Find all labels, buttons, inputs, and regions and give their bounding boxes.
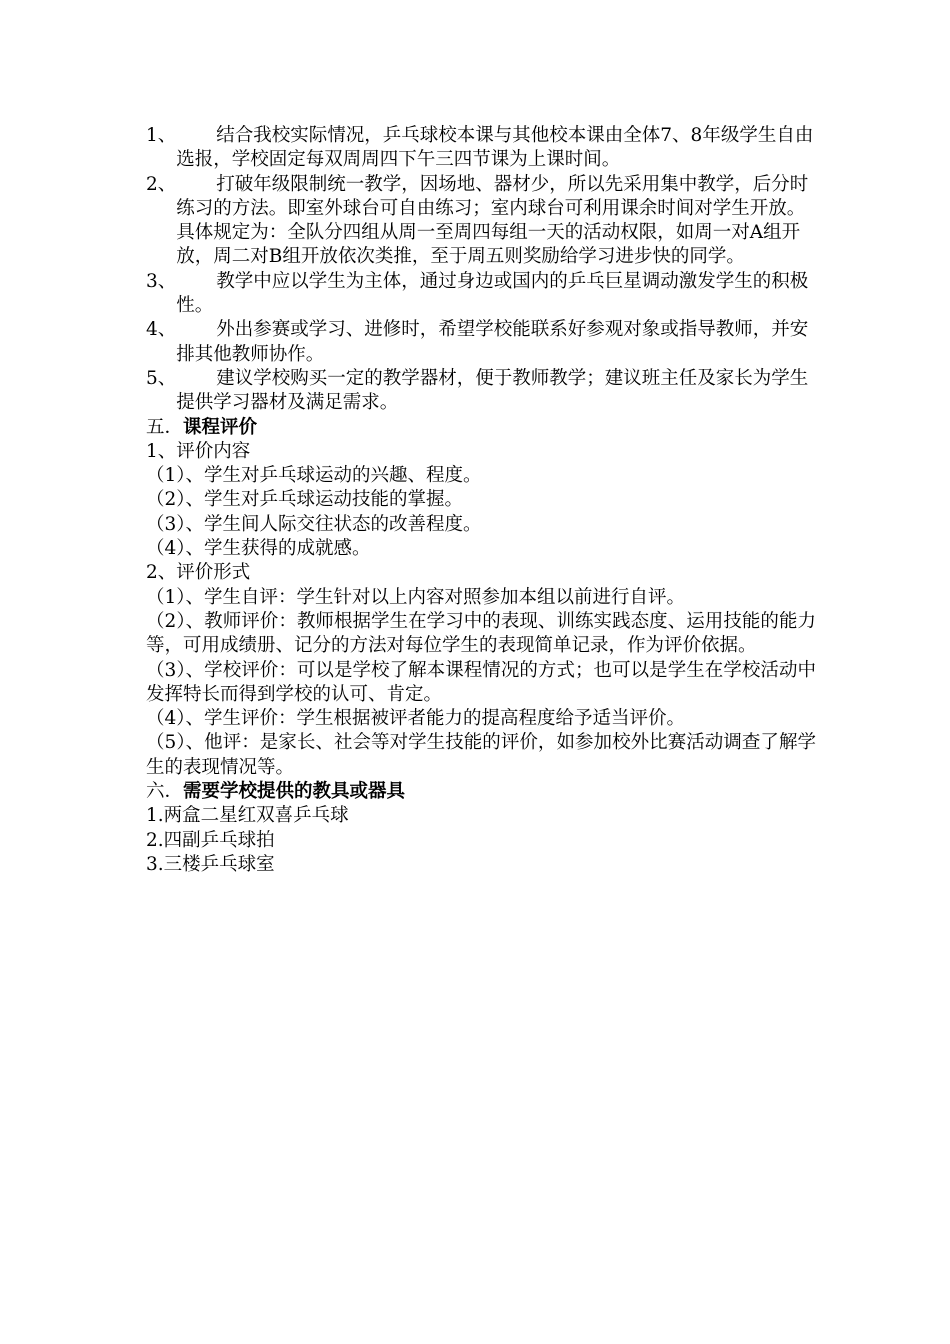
- list-text: 打破年级限制统一教学，因场地、器材少，所以先采用集中教学，后分时练习的方法。即室外球台可自由练习；室内球台可利用课余时间对学生开放。具体规定为：全队分四组从周一至周四每组一天的活动权限，如周一对A组开放，周二对B组开放依次类推，至于周五则奖励给学习进步快的同学。: [176, 173, 809, 268]
- list-item: （2）、学生对乒乓球运动技能的掌握。: [146, 489, 464, 511]
- section-number: 六．: [146, 781, 184, 803]
- list-text: 结合我校实际情况，乒乓球校本课与其他校本课由全体7、8年级学生自由选报，学校固定每双周周四下午三四节课为上课时间。: [176, 125, 814, 171]
- list-number: 4、: [146, 319, 177, 341]
- subsection-heading: 1、评价内容: [146, 440, 251, 462]
- list-text: 建议学校购买一定的教学器材，便于教师教学；建议班主任及家长为学生提供学习器材及满足需求。: [176, 367, 809, 414]
- document-content: [146, 124, 816, 877]
- list-item: （1）、学生自评：学生针对以上内容对照参加本组以前进行自评。: [146, 586, 686, 608]
- list-item: 3.三楼乒乓球室: [146, 853, 275, 875]
- subsection-heading: 2、评价形式: [146, 562, 251, 584]
- list-text: 外出参赛或学习、进修时，希望学校能联系好参观对象或指导教师，并安排其他教师协作。: [176, 319, 809, 365]
- section-heading: [146, 416, 816, 440]
- list-item: [146, 318, 816, 367]
- list-item: （3）、学校评价：可以是学校了解本课程情况的方式；也可以是学生在学校活动中发挥特长而得到学校的认可、肯定。: [146, 659, 816, 705]
- list-item: 1.两盒二星红双喜乒乓球: [146, 805, 349, 827]
- list-number: 5、: [146, 367, 177, 389]
- list-item: [146, 173, 816, 270]
- section-title: 需要学校提供的教具或器具: [183, 781, 406, 803]
- list-number: 1、: [146, 125, 177, 146]
- list-item: （2）、教师评价：教师根据学生在学习中的表现、训练实践态度、运用技能的能力等，可用成绩册、记分的方法对每位学生的表现简单记录，作为评价依据。: [146, 610, 816, 657]
- list-item: [146, 367, 816, 416]
- list-item: （1）、学生对乒乓球运动的兴趣、程度。: [146, 465, 482, 487]
- section-heading: [146, 780, 816, 804]
- section-number: 五．: [146, 416, 184, 438]
- list-item: （4）、学生评价：学生根据被评者能力的提高程度给予适当评价。: [146, 708, 686, 730]
- list-number: 3、: [146, 270, 177, 292]
- list-number: 2、: [146, 173, 177, 195]
- list-item: [146, 124, 816, 173]
- list-text: 教学中应以学生为主体，通过身边或国内的乒乓巨星调动激发学生的积极性。: [176, 270, 809, 317]
- list-item: [146, 270, 816, 319]
- list-item: （4）、学生获得的成就感。: [146, 538, 371, 560]
- list-item: （3）、学生间人际交往状态的改善程度。: [146, 513, 482, 535]
- section-title: 课程评价: [183, 416, 258, 438]
- list-item: 2.四副乒乓球拍: [146, 829, 275, 851]
- list-item: （5）、他评：是家长、社会等对学生技能的评价，如参加校外比赛活动调查了解学生的表现情况等。: [146, 732, 816, 778]
